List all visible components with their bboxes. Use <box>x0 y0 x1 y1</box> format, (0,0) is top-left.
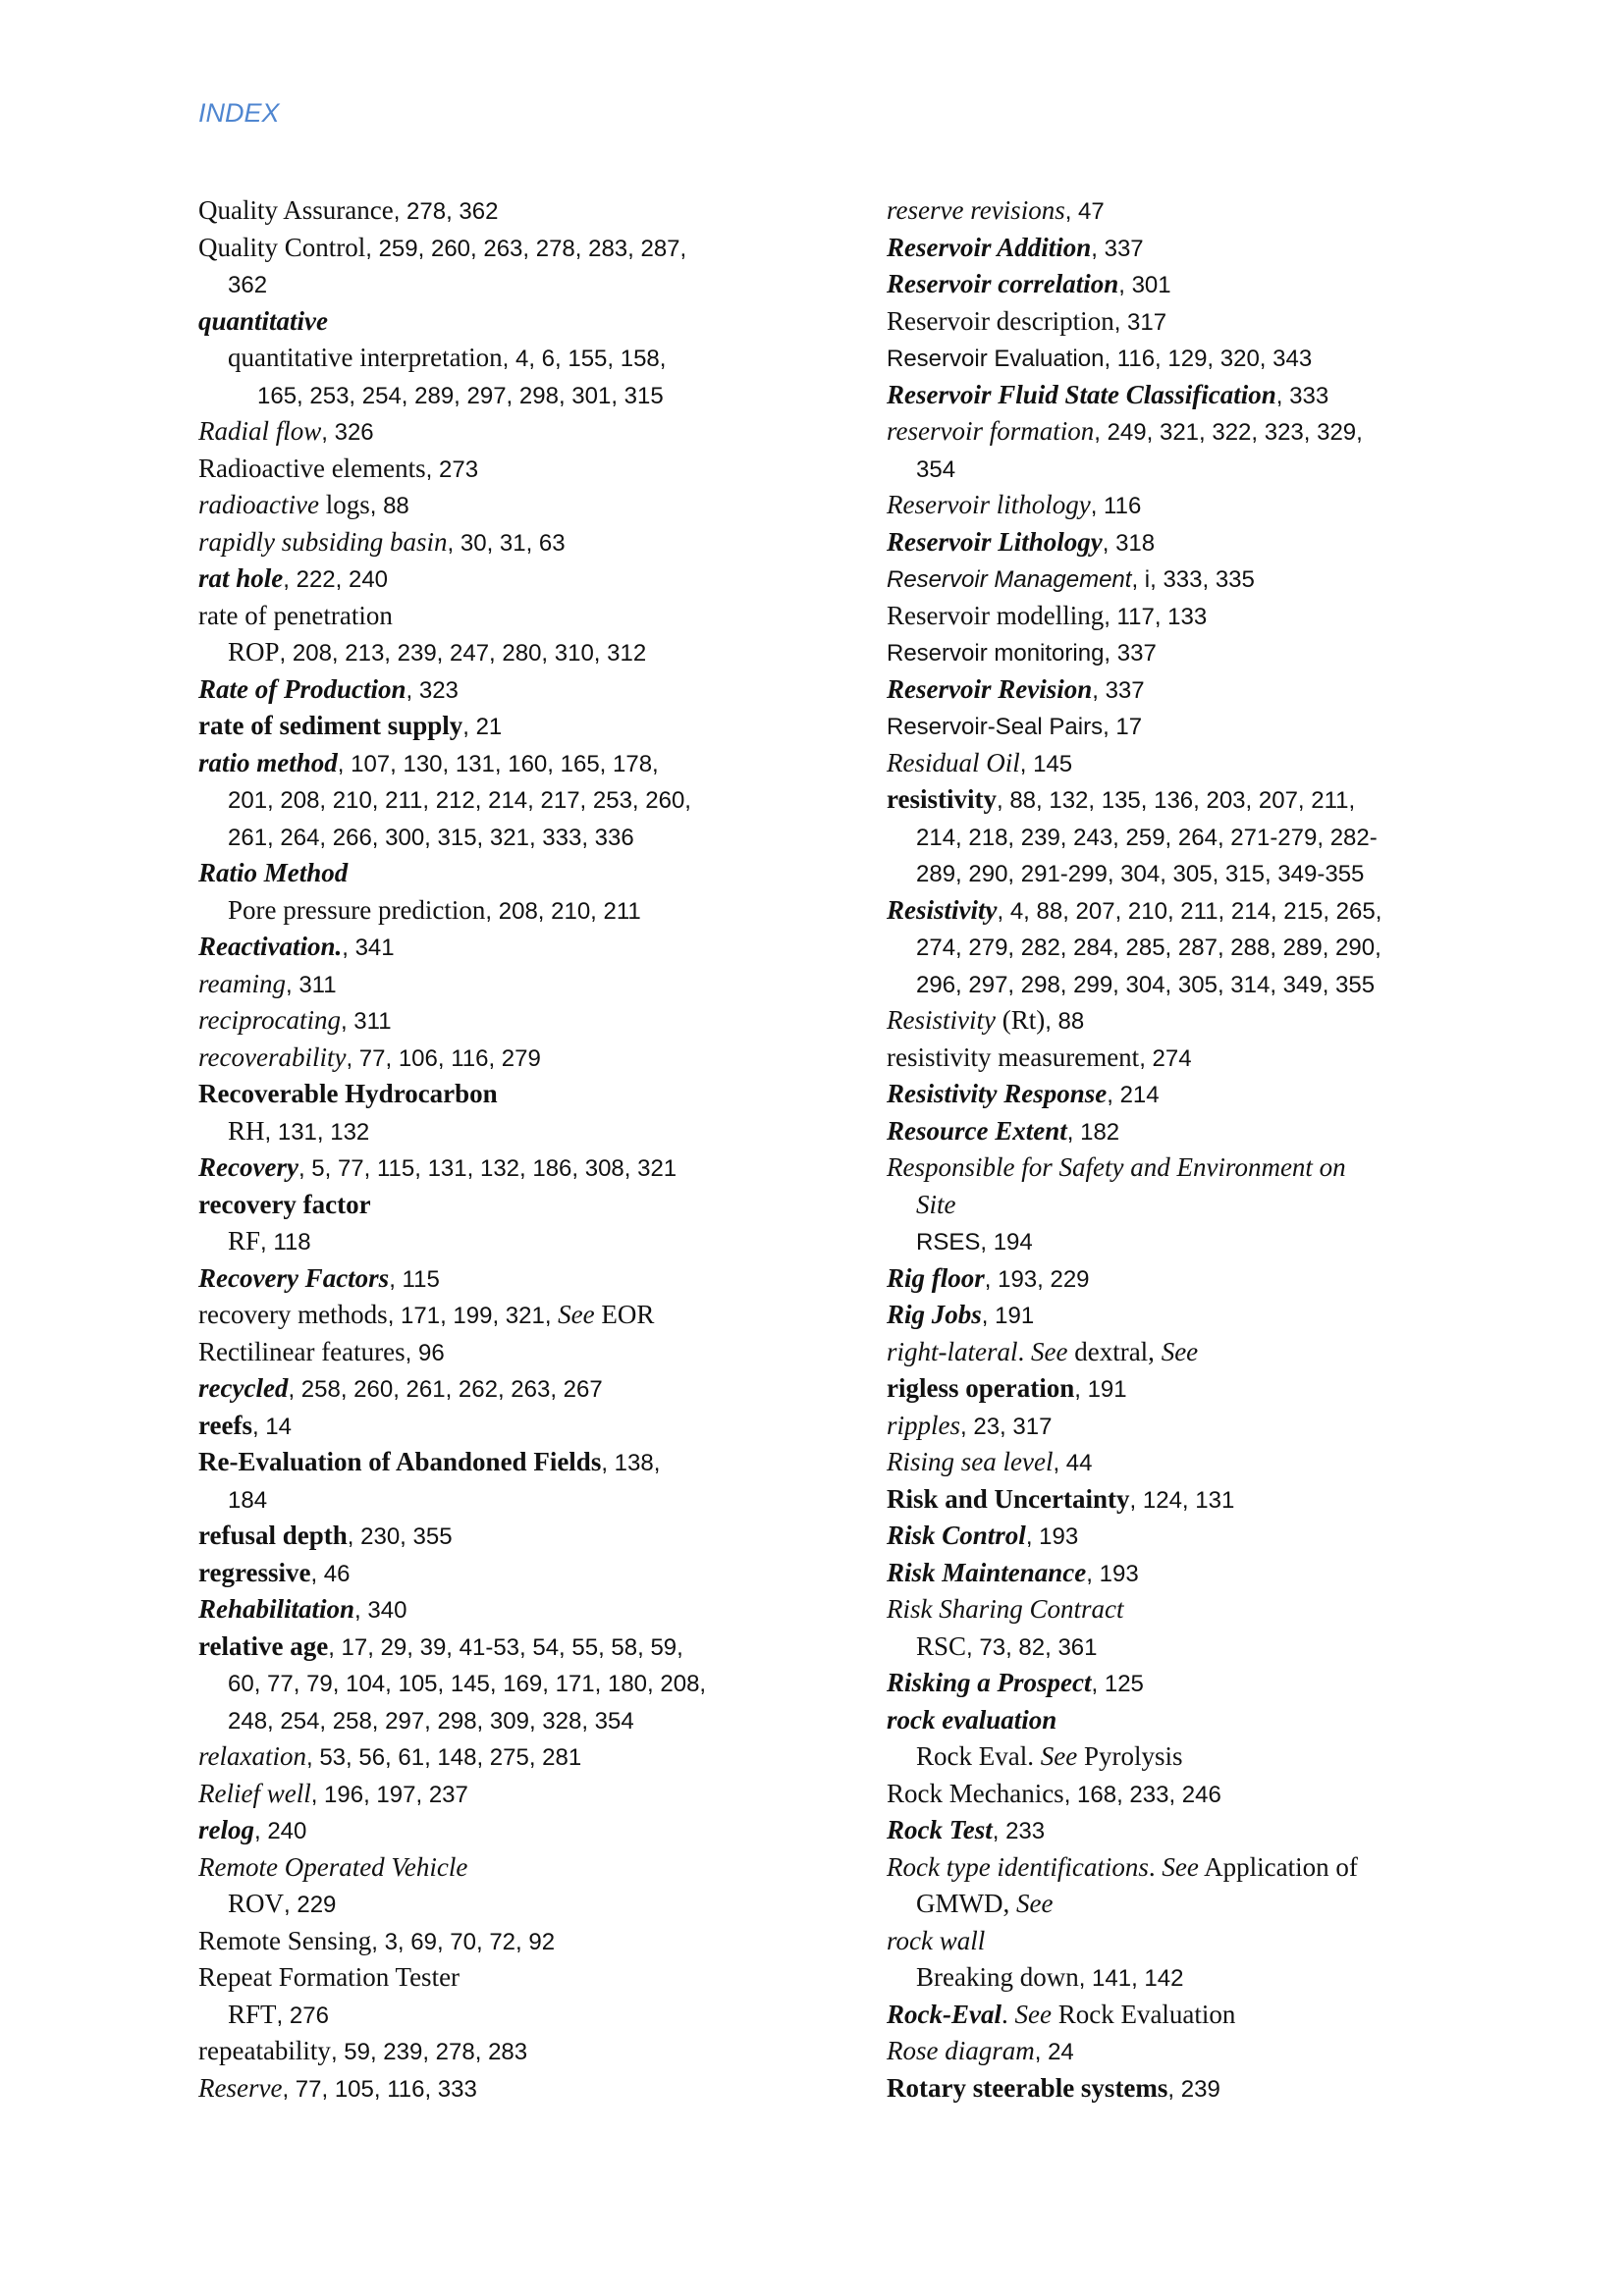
index-term: Risk Control <box>887 1521 1026 1550</box>
page-references: , 124, 131 <box>1129 1486 1235 1514</box>
page-references: , 118 <box>260 1229 311 1255</box>
page-references: , 191 <box>1074 1376 1127 1403</box>
index-term: Remote Sensing <box>198 1925 372 1955</box>
index-entry <box>887 487 1515 524</box>
index-term: resistivity <box>887 784 997 814</box>
page-references: 362 <box>228 272 268 298</box>
index-entry <box>887 1591 1515 1629</box>
index-term: rate of sediment supply <box>198 711 463 740</box>
index-term: relative age <box>198 1630 329 1661</box>
index-term: See <box>1014 1999 1052 2029</box>
index-entry <box>198 1370 827 1408</box>
index-subentry <box>887 966 1515 1003</box>
index-term: Rig Jobs <box>887 1300 982 1329</box>
page-references: , 171, 199, 321, <box>387 1303 559 1329</box>
page-references: , 107, 130, 131, 160, 165, 178, <box>337 750 659 777</box>
page-references: , 259, 260, 263, 278, 283, 287, <box>365 235 687 262</box>
index-subentry <box>198 1702 827 1739</box>
index-entry <box>198 192 827 230</box>
index-term: Reservoir-Seal Pairs, 17 <box>887 714 1143 740</box>
index-term: RH <box>228 1115 265 1146</box>
page-references: , 5, 77, 115, 131, 132, 186, 308, 321 <box>298 1155 677 1182</box>
index-term: Rotary steerable systems <box>887 2072 1168 2103</box>
page-references: , 230, 355 <box>347 1523 453 1550</box>
index-entry <box>887 266 1515 303</box>
page-references: , 4, 6, 155, 158, <box>502 346 667 372</box>
index-term: Rig floor <box>887 1262 985 1293</box>
index-term: reserve revisions <box>887 195 1065 225</box>
index-term: . <box>1148 1851 1163 1882</box>
page-references: , 59, 239, 278, 283 <box>330 2039 528 2065</box>
index-entry <box>887 1040 1515 1077</box>
page-references: , 318 <box>1102 529 1156 557</box>
index-term: Residual Oil <box>887 747 1020 777</box>
index-entry <box>887 1260 1515 1298</box>
page-references: , 276 <box>276 2002 329 2029</box>
index-term: See <box>1016 1889 1054 1918</box>
page-references: , 193 <box>1025 1523 1079 1550</box>
index-subentry <box>887 1223 1515 1260</box>
index-entry <box>887 598 1515 635</box>
index-entry <box>887 2070 1515 2108</box>
index-term: Resource Extent <box>887 1115 1067 1146</box>
index-entry <box>198 745 827 782</box>
index-subentry <box>198 1886 827 1923</box>
index-entry <box>198 1959 827 1997</box>
index-entry <box>887 1776 1515 1813</box>
index-entry <box>887 1076 1515 1113</box>
index-entry <box>198 561 827 598</box>
index-term: Ratio Method <box>198 858 349 887</box>
index-subentry <box>198 1997 827 2034</box>
page-references: , 196, 197, 237 <box>310 1781 468 1808</box>
index-term: . <box>1001 1999 1015 2029</box>
index-term: right-lateral <box>887 1336 1018 1366</box>
index-entry <box>198 487 827 524</box>
index-entry <box>198 1187 827 1224</box>
page-references: , 193 <box>1086 1560 1139 1587</box>
page-references: , 47 <box>1064 198 1105 225</box>
index-term: ripples <box>887 1410 961 1440</box>
index-subentry <box>887 1738 1515 1776</box>
page-references: , 30, 31, 63 <box>447 529 566 557</box>
page-references: , 208, 213, 239, 247, 280, 310, 312 <box>279 640 647 667</box>
page-references: , 326 <box>321 419 374 446</box>
index-entry <box>198 1629 827 1666</box>
page-references: , 138, <box>601 1450 661 1476</box>
index-term: refusal depth <box>198 1521 348 1550</box>
page-references: , 145 <box>1019 750 1073 777</box>
index-term: ROP <box>228 637 280 667</box>
index-term: Resistivity <box>887 1005 996 1035</box>
index-subentry <box>887 1629 1515 1666</box>
index-entry <box>198 708 827 745</box>
page-references: , 239 <box>1167 2075 1220 2103</box>
index-entry <box>198 1518 827 1555</box>
index-entry <box>887 781 1515 819</box>
page-references: , 258, 260, 261, 262, 263, 267 <box>288 1376 603 1403</box>
index-entry <box>198 1002 827 1040</box>
page-references: , 77, 106, 116, 279 <box>346 1044 541 1072</box>
index-term: dextral, <box>1067 1336 1162 1366</box>
index-entry <box>198 1334 827 1371</box>
page-references: , 88 <box>1045 1008 1085 1035</box>
index-term: relog <box>198 1815 254 1844</box>
page-references: , 273 <box>425 455 479 483</box>
index-entry <box>198 1923 827 1960</box>
index-entry <box>887 708 1515 745</box>
index-entry <box>198 451 827 488</box>
index-subentry <box>198 1665 827 1702</box>
index-term: Reservoir monitoring, 337 <box>887 640 1157 667</box>
index-term: Reservoir Revision <box>887 673 1093 704</box>
index-subentry <box>887 819 1515 856</box>
index-term: regressive <box>198 1557 311 1587</box>
page-references: , 88, 132, 135, 136, 203, 207, 211, <box>996 787 1356 814</box>
index-entry <box>198 1555 827 1592</box>
index-term: Radioactive elements <box>198 453 426 483</box>
index-entry <box>887 1555 1515 1592</box>
page-references: , 4, 88, 207, 210, 211, 214, 215, 265, <box>997 897 1382 925</box>
page-references: , 274 <box>1139 1044 1192 1072</box>
index-term: Reservoir Fluid State Classification <box>887 379 1276 409</box>
index-term: GMWD, <box>916 1889 1016 1918</box>
page-references: , 182 <box>1066 1118 1120 1146</box>
index-term: See <box>558 1300 595 1329</box>
index-entry <box>198 1260 827 1298</box>
index-term: reefs <box>198 1410 252 1440</box>
index-term: Breaking down <box>916 1962 1079 1992</box>
index-term: Resistivity Response <box>887 1079 1108 1108</box>
page-references: 261, 264, 266, 300, 315, 321, 333, 336 <box>228 824 634 851</box>
index-subentry <box>198 892 827 930</box>
index-subentry <box>198 1481 827 1519</box>
index-entry <box>887 340 1515 377</box>
index-entry <box>887 1408 1515 1445</box>
index-subentry <box>198 781 827 819</box>
index-term: Re-Evaluation of Abandoned Fields <box>198 1447 602 1476</box>
index-subentry <box>887 1959 1515 1997</box>
page-references: 248, 254, 258, 297, 298, 309, 328, 354 <box>228 1707 634 1735</box>
index-entry <box>887 1702 1515 1739</box>
index-term: Rose diagram <box>887 2036 1035 2065</box>
index-term: (Rt) <box>995 1005 1046 1035</box>
index-term: reservoir formation <box>887 416 1095 446</box>
index-term: Risk Sharing Contract <box>887 1594 1124 1624</box>
index-term: RSC <box>916 1630 967 1661</box>
page-references: , 337 <box>1091 235 1144 262</box>
page-references: , i, 333, 335 <box>1131 566 1255 593</box>
index-entry <box>887 1334 1515 1371</box>
index-term: recoverability <box>198 1041 347 1072</box>
index-term: Recovery <box>198 1152 298 1182</box>
index-term: EOR <box>594 1300 655 1329</box>
page-references: 60, 77, 79, 104, 105, 145, 169, 171, 180, 208, <box>228 1671 707 1697</box>
page-references: , 340 <box>354 1597 407 1624</box>
index-term: See <box>1040 1741 1078 1771</box>
index-term: Quality Control <box>198 232 366 262</box>
page-references: , 240 <box>254 1818 307 1844</box>
page-references: , 17, 29, 39, 41-53, 54, 55, 58, 59, <box>328 1633 683 1661</box>
page-references: , 311 <box>340 1008 392 1035</box>
index-entry <box>887 413 1515 451</box>
index-term: Rock Evaluation <box>1051 1999 1236 2029</box>
index-term: Rock-Eval <box>887 1999 1001 2029</box>
page-references: , 193, 229 <box>984 1265 1090 1293</box>
page-references: , 337 <box>1092 676 1145 704</box>
index-entry <box>198 230 827 267</box>
index-term: Risking a Prospect <box>887 1668 1092 1697</box>
index-term: Application of <box>1198 1851 1358 1882</box>
page-references: , 117, 133 <box>1104 603 1208 630</box>
page-references: , 341 <box>342 934 395 961</box>
index-entry <box>887 2033 1515 2070</box>
page-references: , 21 <box>462 714 503 740</box>
index-term: See <box>1162 1851 1199 1882</box>
index-subentry <box>887 1886 1515 1923</box>
index-entry <box>198 929 827 966</box>
page-references: 274, 279, 282, 284, 285, 287, 288, 289, 290, <box>916 934 1381 961</box>
index-entry <box>198 1408 827 1445</box>
index-term: Rate of Production <box>198 673 406 704</box>
index-entry <box>198 855 827 892</box>
index-entry <box>887 892 1515 930</box>
page-references: , 23, 317 <box>960 1413 1053 1440</box>
page-references: , 44 <box>1053 1450 1093 1476</box>
page-references: , 222, 240 <box>283 566 389 593</box>
index-entry <box>887 634 1515 671</box>
index-entry <box>887 1481 1515 1519</box>
index-term: resistivity measurement <box>887 1041 1140 1072</box>
index-term: Rock Eval. <box>916 1741 1041 1771</box>
index-entry <box>198 598 827 635</box>
index-term: Reservoir description <box>887 305 1114 336</box>
index-subentry <box>198 634 827 671</box>
page-references: , 24 <box>1034 2039 1074 2065</box>
index-entry <box>887 1002 1515 1040</box>
index-term: Risk and Uncertainty <box>887 1483 1130 1514</box>
index-entry <box>198 1591 827 1629</box>
index-entry <box>887 1370 1515 1408</box>
index-term: RF <box>228 1226 261 1255</box>
index-entry <box>198 303 827 341</box>
index-term: Recoverable Hydrocarbon <box>198 1079 498 1108</box>
index-entry <box>198 671 827 709</box>
index-term: rock wall <box>887 1925 986 1955</box>
index-term: rate of penetration <box>198 600 393 630</box>
index-term: Rehabilitation <box>198 1594 355 1624</box>
index-entry <box>887 1849 1515 1887</box>
page-references: , 168, 233, 246 <box>1063 1781 1221 1808</box>
index-term: Risk Maintenance <box>887 1557 1087 1587</box>
page-references: , 131, 132 <box>264 1118 370 1146</box>
page-references: , 191 <box>981 1303 1035 1329</box>
page-references: 184 <box>228 1486 268 1514</box>
page-header: INDEX <box>198 98 280 128</box>
index-entry <box>887 230 1515 267</box>
page-references: , 116 <box>1090 493 1142 519</box>
index-term: rat hole <box>198 563 284 593</box>
index-term: recovery methods <box>198 1300 388 1329</box>
index-term: quantitative interpretation <box>228 343 503 372</box>
index-term: ratio method <box>198 747 338 777</box>
index-term: Reservoir modelling <box>887 600 1105 630</box>
index-subentry <box>198 1223 827 1260</box>
page-references: , 96 <box>405 1339 445 1366</box>
index-term: Reservoir Addition <box>887 232 1092 262</box>
page-references: , 73, 82, 361 <box>966 1633 1098 1661</box>
index-term: rock evaluation <box>887 1704 1057 1735</box>
index-entry <box>887 1923 1515 1960</box>
index-term: Rock type identifications <box>887 1851 1149 1882</box>
index-term: Repeat Formation Tester <box>198 1962 460 1992</box>
index-entry <box>198 1076 827 1113</box>
index-term: See <box>1031 1336 1068 1366</box>
index-term: Quality Assurance <box>198 195 394 225</box>
page-references: , 77, 105, 116, 333 <box>282 2075 477 2103</box>
index-term: radioactive <box>198 490 319 519</box>
page-references: , 141, 142 <box>1078 1965 1184 1992</box>
index-entry <box>887 1665 1515 1702</box>
index-subentry <box>887 929 1515 966</box>
index-entry <box>887 192 1515 230</box>
index-entry <box>887 1297 1515 1334</box>
index-entry <box>887 671 1515 709</box>
index-term: Relief well <box>198 1778 311 1808</box>
index-term: rapidly subsiding basin <box>198 526 448 557</box>
index-entry <box>887 1444 1515 1481</box>
index-entry <box>887 524 1515 561</box>
index-entry <box>887 561 1515 598</box>
index-term: Rising sea level <box>887 1447 1054 1476</box>
page-references: , 53, 56, 61, 148, 275, 281 <box>305 1744 582 1771</box>
index-entry <box>198 1776 827 1813</box>
index-entry <box>887 377 1515 414</box>
page-references: , 233 <box>992 1818 1046 1844</box>
page-references: 214, 218, 239, 243, 259, 264, 271-279, 282- <box>916 824 1378 851</box>
index-subentry <box>887 855 1515 892</box>
index-entry <box>198 1738 827 1776</box>
page-references: 201, 208, 210, 211, 212, 214, 217, 253, 260, <box>228 787 691 814</box>
page-references: , 115 <box>389 1265 440 1293</box>
page-references: 296, 297, 298, 299, 304, 305, 314, 349, 355 <box>916 971 1376 998</box>
index-term: Reservoir Management <box>887 566 1132 593</box>
index-term: Rock Mechanics <box>887 1778 1064 1808</box>
page-references: , 333 <box>1275 382 1329 409</box>
index-term: Recovery Factors <box>198 1262 390 1293</box>
index-term: logs <box>318 490 370 519</box>
index-subentry <box>198 1113 827 1150</box>
page-references: , 311 <box>286 971 337 998</box>
index-term: reaming <box>198 968 286 998</box>
page-references: 165, 253, 254, 289, 297, 298, 301, 315 <box>257 382 664 409</box>
index-term: reciprocating <box>198 1005 341 1035</box>
index-subentry <box>198 340 827 377</box>
index-term: Rock Test <box>887 1815 993 1844</box>
index-term: Pore pressure prediction <box>228 894 486 925</box>
index-term: Reserve <box>198 2072 283 2103</box>
page-references: 289, 290, 291-299, 304, 305, 315, 349-355 <box>916 861 1365 887</box>
index-term: Reservoir Lithology <box>887 526 1103 557</box>
index-term: recovery factor <box>198 1189 371 1219</box>
index-entry <box>887 1997 1515 2034</box>
page-references: 354 <box>916 455 956 483</box>
index-term: Site <box>916 1189 956 1219</box>
index-entry <box>198 413 827 451</box>
index-column-left <box>198 192 827 2107</box>
page-references: , 14 <box>251 1413 292 1440</box>
page-references: , 317 <box>1113 308 1167 336</box>
index-term: recycled <box>198 1373 289 1403</box>
index-subentry <box>198 377 827 414</box>
index-entry <box>198 2070 827 2108</box>
index-term: relaxation <box>198 1741 306 1771</box>
index-term: Remote Operated Vehicle <box>198 1851 468 1882</box>
index-term: Pyrolysis <box>1077 1741 1183 1771</box>
index-term: Responsible for Safety and Environment on <box>887 1152 1346 1182</box>
index-entry <box>887 745 1515 782</box>
page-references: , 208, 210, 211 <box>485 897 641 925</box>
index-entry <box>887 1113 1515 1150</box>
index-term: Resistivity <box>887 894 998 925</box>
page-references: , 323 <box>406 676 459 704</box>
index-term: quantitative <box>198 305 329 336</box>
index-entry <box>198 1149 827 1187</box>
index-entry <box>887 1149 1515 1187</box>
index-column-right <box>887 192 1515 2107</box>
page-references: , 125 <box>1091 1671 1144 1697</box>
index-term: Radial flow <box>198 416 322 446</box>
index-term: RSES, 194 <box>916 1229 1033 1255</box>
index-entry <box>887 1518 1515 1555</box>
index-term: repeatability <box>198 2036 331 2065</box>
index-entry <box>198 1444 827 1481</box>
index-subentry <box>887 1187 1515 1224</box>
page-references: , 278, 362 <box>393 198 499 225</box>
index-term: See <box>1161 1336 1199 1366</box>
index-entry <box>198 1297 827 1334</box>
page-references: , 229 <box>284 1892 337 1918</box>
index-entry <box>198 2033 827 2070</box>
page-references: , 88 <box>369 493 409 519</box>
index-term: Reactivation. <box>198 932 343 961</box>
page-references: , 46 <box>310 1560 351 1587</box>
index-subentry <box>887 451 1515 488</box>
index-entry <box>198 524 827 561</box>
index-term: Reservoir lithology <box>887 490 1091 519</box>
index-entry <box>887 1812 1515 1849</box>
index-term: Reservoir Evaluation, 116, 129, 320, 343 <box>887 346 1313 372</box>
index-term: rigless operation <box>887 1373 1075 1403</box>
index-term: RFT <box>228 1999 277 2029</box>
index-entry <box>198 1040 827 1077</box>
index-subentry <box>198 266 827 303</box>
page-references: , 249, 321, 322, 323, 329, <box>1094 419 1363 446</box>
page-references: , 3, 69, 70, 72, 92 <box>371 1928 556 1955</box>
index-entry <box>198 1849 827 1887</box>
index-term: . <box>1017 1336 1031 1366</box>
index-entry <box>887 303 1515 341</box>
index-entry <box>198 1812 827 1849</box>
page-references: , 214 <box>1107 1082 1160 1108</box>
page-references: , 301 <box>1118 272 1171 298</box>
index-term: Reservoir correlation <box>887 269 1119 298</box>
index-subentry <box>198 819 827 856</box>
index-term: Rectilinear features <box>198 1336 406 1366</box>
index-term: ROV <box>228 1889 285 1918</box>
index-entry <box>198 966 827 1003</box>
